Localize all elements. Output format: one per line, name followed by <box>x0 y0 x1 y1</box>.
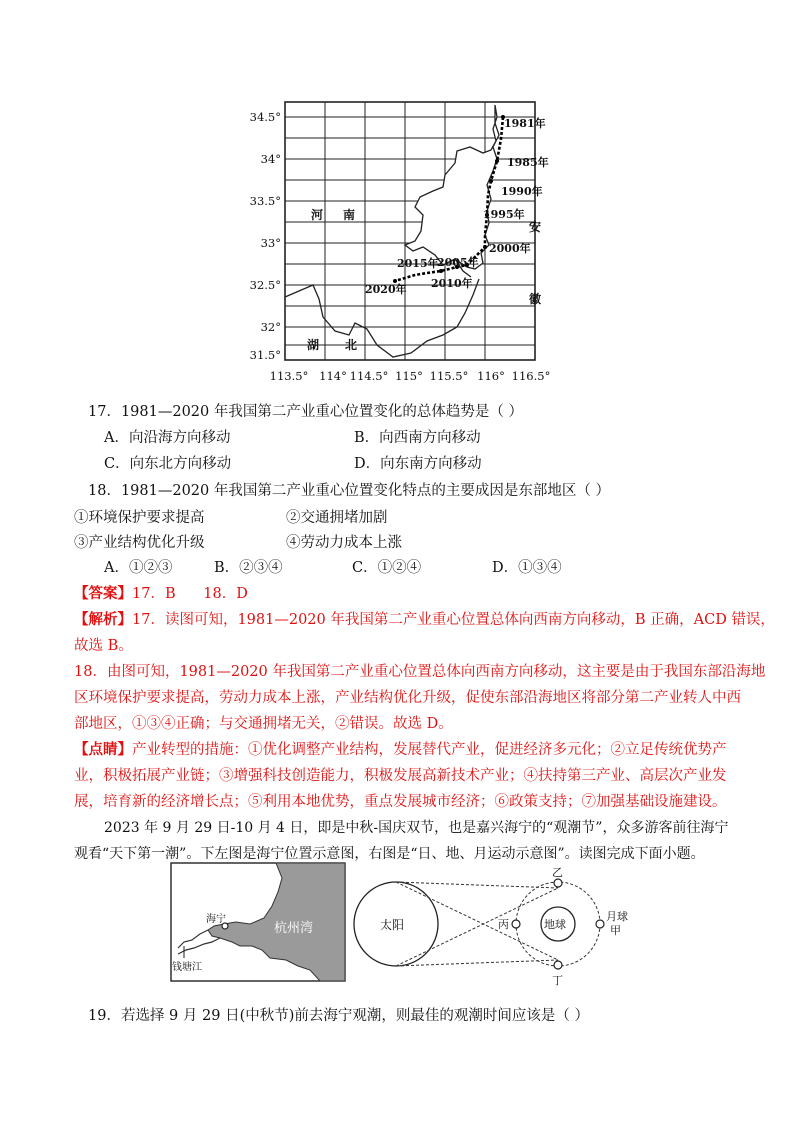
intro-line-1: 2023 年 9 月 29 日-10 月 4 日，即是中秋-国庆双节，也是嘉兴海宁的“观潮节”，众多游客前往海宁 <box>104 820 729 836</box>
q17-option-d[interactable]: D．向东南方向移动 <box>354 456 482 472</box>
lon-label-116-5: 116.5° <box>511 369 551 383</box>
lon-label-114: 114° <box>319 369 347 383</box>
q17-stem: 17．1981—2020 年我国第二产业重心位置变化的总体趋势是（ ） <box>88 404 523 420</box>
moon-label: 月球 <box>606 910 628 923</box>
q17-option-a[interactable]: A．向沿海方向移动 <box>104 430 231 446</box>
q18-item-4: ④劳动力成本上涨 <box>286 535 402 551</box>
analysis-line-5: 部地区，①③④正确；与交通拥堵无关，②错误。故选 D。 <box>74 716 453 732</box>
analysis-line-3: 18．由图可知，1981—2020 年我国第二产业重心位置总体向西南方向移动，这主要是由于我国东部沿海地 <box>74 664 766 680</box>
province-label-hu: 湖 <box>307 338 320 352</box>
qiantang-river-label: 钱塘江 <box>172 962 202 973</box>
q18-option-a[interactable]: A．①②③ <box>104 560 173 576</box>
tips-line-3: 展，培育新的经济增长点；⑤利用本地优势，重点发展城市经济；⑥政策支持；⑦加强基础设施建设。 <box>74 794 727 810</box>
lat-label-32-5: 32.5° <box>249 278 281 292</box>
lon-label-116: 116° <box>477 369 505 383</box>
year-label-1990: 1990年 <box>501 185 543 198</box>
year-label-2005: 2005年 <box>437 256 479 269</box>
year-label-1995: 1995年 <box>483 208 525 221</box>
q18-stem: 18．1981—2020 年我国第二产业重心位置变化特点的主要成因是东部地区（ ） <box>88 483 610 499</box>
lat-label-34: 34° <box>260 152 281 166</box>
answer-text: 17．B 18．D <box>132 586 248 602</box>
q18-item-2: ②交通拥堵加剧 <box>286 510 388 526</box>
lon-label-115: 115° <box>395 369 423 383</box>
year-label-1985: 1985年 <box>507 156 549 169</box>
province-label-hui: 徽 <box>529 292 542 306</box>
haining-label: 海宁 <box>206 914 226 925</box>
q19-stem: 19．若选择 9 月 29 日(中秋节)前去海宁观潮，则最佳的观潮时间应该是（ ） <box>88 1008 589 1024</box>
earth-label: 地球 <box>544 918 566 931</box>
position-jia-label: 甲 <box>610 924 621 937</box>
province-label-he: 河 <box>311 208 324 222</box>
answer-line <box>74 584 248 604</box>
position-ding-label: 丁 <box>552 974 563 986</box>
lat-label-31-5: 31.5° <box>249 348 281 362</box>
sun-label: 太阳 <box>380 918 405 932</box>
industry-center-map <box>245 95 565 390</box>
q17-option-b[interactable]: B．向西南方向移动 <box>354 430 481 446</box>
q17-option-c[interactable]: C．向东北方向移动 <box>104 456 232 472</box>
sun-earth-moon-diagram <box>352 862 632 986</box>
province-label-an: 安 <box>529 220 542 234</box>
q18-item-1: ①环境保护要求提高 <box>74 510 205 526</box>
answer-tag: 【答案】 <box>74 585 132 602</box>
haining-location-map <box>170 862 346 982</box>
province-boundaries <box>285 105 499 357</box>
year-label-2010: 2010年 <box>431 277 473 290</box>
analysis-tag: 【解析】 <box>74 611 132 628</box>
lat-label-32: 32° <box>260 320 281 334</box>
q18-option-c[interactable]: C．①②④ <box>352 560 422 576</box>
analysis-line-4: 区环境保护要求提高，劳动力成本上涨，产业结构优化升级，促使东部沿海地区将部分第二产业转人中西 <box>74 690 741 706</box>
lat-label-33: 33° <box>260 236 281 250</box>
year-label-2000: 2000年 <box>489 242 531 255</box>
lat-label-34-5: 34.5° <box>249 110 281 124</box>
tips-tag: 【点睛】 <box>74 741 132 758</box>
tips-line-2: 业，积极拓展产业链；③增强科技创造能力，积极发展高新技术产业；④扶持第三产业、高层次产业发 <box>74 768 727 784</box>
q18-option-d[interactable]: D．①③④ <box>492 560 562 576</box>
q18-item-3: ③产业结构优化升级 <box>74 535 205 551</box>
intro-line-2: 观看“天下第一潮”。下左图是海宁位置示意图，右图是“日、地、月运动示意图”。读图完成下面小题。 <box>74 846 705 862</box>
hangzhou-bay-label: 杭州湾 <box>274 921 314 936</box>
position-yi-label: 乙 <box>552 866 563 879</box>
lon-label-115-5: 115.5° <box>429 369 469 383</box>
analysis-line-2: 故选 B。 <box>74 638 133 654</box>
province-label-nan: 南 <box>343 208 356 222</box>
tips-line-1 <box>74 740 727 760</box>
analysis-line-1 <box>74 610 775 630</box>
province-label-bei: 北 <box>345 338 358 352</box>
year-label-1981: 1981年 <box>504 117 546 130</box>
year-label-2020: 2020年 <box>365 283 407 296</box>
map-grid <box>285 102 535 360</box>
position-bing-label: 丙 <box>498 918 509 931</box>
analysis-text-1: 17．读图可知，1981—2020 年我国第二产业重心位置总体向西南方向移动，B 正确，ACD 错误， <box>132 612 775 628</box>
lat-label-33-5: 33.5° <box>249 194 281 208</box>
tips-text-1: 产业转型的措施：①优化调整产业结构，发展替代产业，促进经济多元化；②立足传统优势产 <box>132 742 727 758</box>
lon-label-113-5: 113.5° <box>269 369 309 383</box>
lon-label-114-5: 114.5° <box>349 369 389 383</box>
q18-option-b[interactable]: B．②③④ <box>214 560 283 576</box>
year-label-2015: 2015年 <box>397 257 439 270</box>
